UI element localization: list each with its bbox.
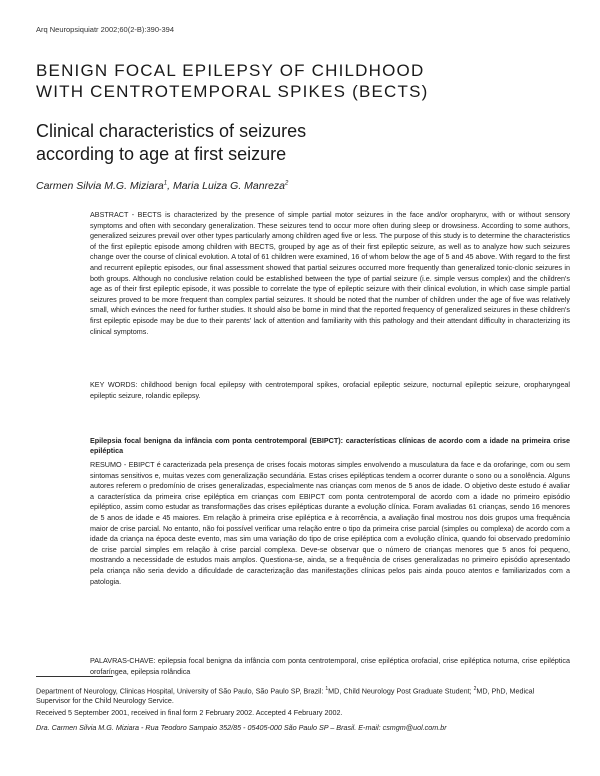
footnote-divider — [36, 676, 113, 677]
correspondence-address: Dra. Carmen Silvia M.G. Miziara - Rua Teodoro Sampaio 352/85 - 05405-000 São Paulo SP – Brasil. E-mail: csmgm@uol.com.br — [36, 723, 447, 732]
author-2-affiliation-mark: 2 — [285, 180, 289, 187]
journal-citation: Arq Neuropsiquiatr 2002;60(2-B):390-394 — [36, 25, 174, 34]
author-2: Maria Luiza G. Manreza — [172, 180, 286, 192]
affiliation-text: Department of Neurology, Clinicas Hospital, University of São Paulo, São Paulo SP, Brazil: — [36, 686, 326, 696]
title-line-1: BENIGN FOCAL EPILEPSY OF CHILDHOOD — [36, 61, 425, 80]
palavras-chave: PALAVRAS-CHAVE: epilepsia focal benigna da infância com ponta centrotemporal, crise epiléptica orofacial, crise epiléptica noturna, crise epiléptica orofaríngea, epilepsia rolândica — [90, 656, 570, 676]
subtitle-line-2: according to age at first seizure — [36, 144, 287, 164]
affiliation-text-2: MD, Child Neurology Post Graduate Student; — [328, 686, 474, 696]
title-line-2: WITH CENTROTEMPORAL SPIKES (BECTS) — [36, 82, 429, 101]
received-dates: Received 5 September 2001, received in final form 2 February 2002. Accepted 4 February 2002. — [36, 708, 343, 717]
abstract: ABSTRACT - BECTS is characterized by the presence of simple partial motor seizures in the face and/or oropharynx, with or without sensory symptoms and often with secondary generalization. These seizures tend to occur more often during sleep or drowsiness. According to some authors, generalized seizures prevail over other types particularly among children aged five or less. The purpose of this study is to determine the characteristics of the first epileptic episode among children with BECTS, grouped by age as of their first epileptic seizure, as well as to analyze how such seizures change over the course of clinical evolution. A total of 61 children were examined, 16 of whom below the age of 5 and 45 above. With regard to the first and recurrent epileptic episodes, our final assessment showed that partial seizures occurred more frequently than generalized tonic-clonic seizures in both groups. Although no conclusive relation could be established between the type of partial seizure (i.e. simple versus complex) and the children's age as of their first epileptic episode, it was possible to correlate the type of epileptic seizure with their clinical evolution, in which case simple partial seizures proved to be more frequent than complex partial seizures. It should be noted that the number of children under the age of five was relatively small, which evinces the need for further studies. It should also be borne in mind that the reported frequency of generalized seizures in these children's first epileptic episode may be due to their parents' lack of attention and familiarity with this pathology and their attendant difficulty in characterizing its clinical symptoms. — [90, 210, 570, 336]
affiliation-mark-1: 1 — [325, 686, 329, 692]
author-1-affiliation-mark: 1 — [163, 180, 168, 187]
resumo: RESUMO - EBIPCT é caracterizada pela presença de crises focais motoras simples envolvendo a musculatura da face e da orofaringe, com ou sem sintomas sensitivos e, muitas vezes com generalização secundária. Estas crises epilépticas tendem a ocorrer durante o sono ou a sonolência. Alguns autores referem o predomínio de crises generalizadas, especialmente nas crianças com menos de 5 anos de idade. O objetivo deste estudo é avaliar a característica da primeira crise epiléptica em crianças com EBIPCT com ponta centrotemporal de acordo com a idade no primeiro episódio epiléptico, assim como estudar as transformações das crises epilépticas durante a evolução clínica. Foram avaliadas 61 crianças, sendo 16 menores de 5 anos de idade e 45 maiores. Em relação à primeira crise epiléptica e à recorrência, a avaliação final mostrou nos dois grupos uma frequência maior de crise parcial. No entanto, não foi possível verificar uma relação entre o tipo da primeira crise parcial (simples ou complexa) de acordo com a idade da criança na época deste evento, mas sim uma variação do tipo de crise epiléptica com a evolução clínica, quando foi observado predomínio de crise parcial simples em relação à crise parcial complexa. Deve-se observar que o número de crianças menores que 5 anos foi pequeno, mostrando a necessidade de estudos mais amplos. Questiona-se, ainda, se a frequência de crises generalizadas no primeiro episódio apresentado pela criança não seria devido a dificuldade de caracterização das manifestações clínicas pelos pais ainda pouco atentos e familiarizados com a patologia. — [90, 460, 570, 586]
affiliation-text-3: MD, PhD, Medical Supervisor for the Child Neurology Service. — [36, 686, 535, 706]
article-title — [36, 60, 476, 102]
subtitle-line-1: Clinical characteristics of seizures — [36, 121, 307, 141]
keywords: KEY WORDS: childhood benign focal epilepsy with centrotemporal spikes, orofacial epileptic seizure, nocturnal epileptic seizure, oropharyngeal epileptic seizure, rolandic epilepsy. — [90, 380, 570, 400]
affiliation-footnote — [36, 685, 566, 706]
author-list — [36, 180, 288, 192]
author-1: Carmen Silvia M.G. Miziara — [36, 180, 164, 192]
affiliation-mark-2: 2 — [473, 686, 477, 692]
article-subtitle — [36, 120, 456, 166]
author-separator: , — [167, 180, 173, 192]
portuguese-title: Epilepsia focal benigna da infância com ponta centrotemporal (EBIPCT): características clínicas de acordo com a idade na primeira crise epiléptica — [90, 436, 570, 455]
